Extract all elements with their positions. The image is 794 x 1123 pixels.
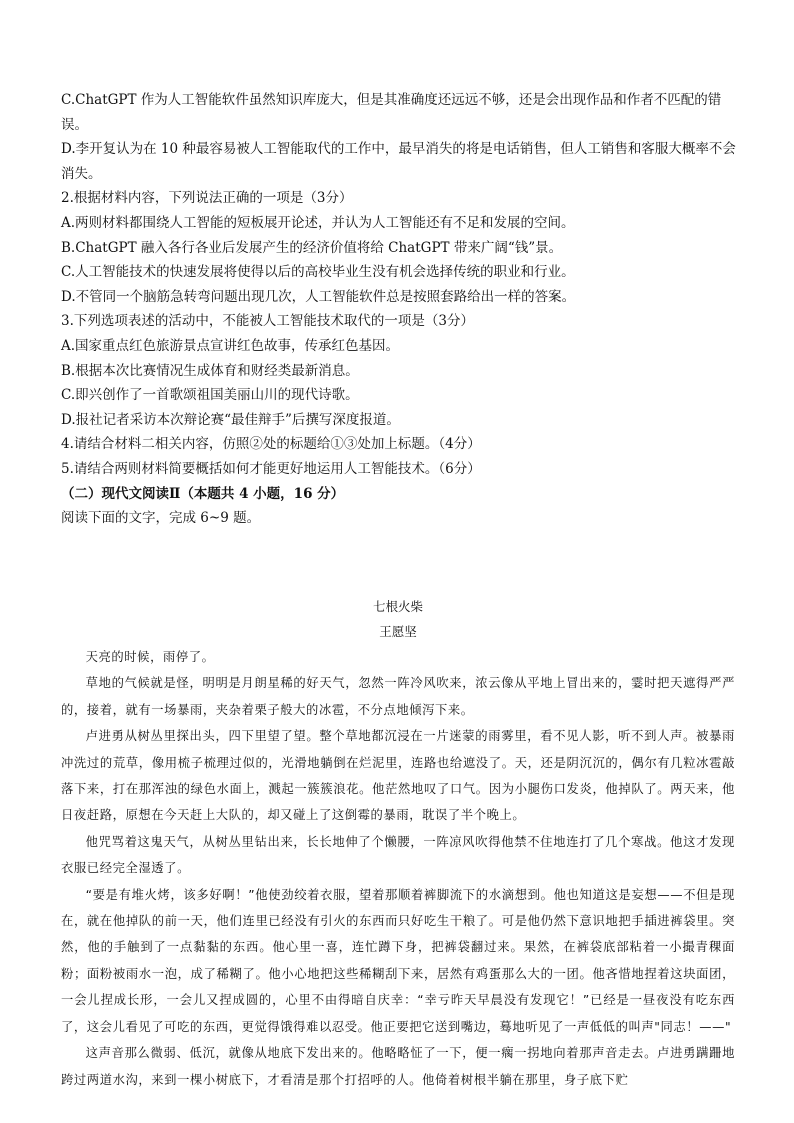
q2-option-b: B.ChatGPT 融入各行各业后发展产生的经济价值将给 ChatGPT 带来广阔“钱”景。 bbox=[61, 239, 563, 256]
story-author: 王愿坚 bbox=[379, 624, 417, 639]
q3-option-b: B.根据本次比赛情况生成体育和财经类最新消息。 bbox=[61, 362, 359, 379]
story-paragraph: 草地的气候就是怪，明明是月朗星稀的好天气，忽然一阵冷风吹来，浓云像从平地上冒出来的，霎时把天遮得严严的，接着，就有一场暴雨，夹杂着栗子般大的冰雹，不分点地倾泻下来。 bbox=[61, 676, 735, 717]
q1-option-c: C.ChatGPT 作为人工智能软件虽然知识库庞大，但是其准确度还远远不够，还是会出现作品和作者不匹配的错误。 bbox=[61, 92, 722, 133]
story-paragraph: 这声音那么微弱、低沉，就像从地底下发出来的。他略略怔了一下，便一瘸一拐地向着那声音走去。卢进勇蹒跚地跨过两道水沟，来到一棵小树底下，才看清是那个打招呼的人。他倚着树根半躺在那里，身子底下贮 bbox=[61, 1046, 735, 1087]
q2-option-d: D.不管同一个脑筋急转弯问题出现几次，人工智能软件总是按照套路给出一样的答案。 bbox=[61, 288, 576, 305]
q3-stem: 3.下列选项表述的活动中，不能被人工智能技术取代的一项是（3分） bbox=[61, 313, 474, 330]
section-instruction: 阅读下面的文字，完成 6~9 题。 bbox=[61, 510, 261, 527]
story-paragraph: 他咒骂着这鬼天气，从树丛里钻出来，长长地伸了个懒腰，一阵凉风吹得他禁不住地连打了几个寒战。他这才发现衣服已经完全湿透了。 bbox=[61, 834, 735, 876]
q1-option-d: D.李开复认为在 10 种最容易被人工智能取代的工作中，最早消失的将是电话销售，但人工销售和客服大概率不会消失。 bbox=[61, 141, 736, 182]
q3-option-a: A.国家重点红色旅游景点宣讲红色故事，传承红色基因。 bbox=[61, 337, 400, 354]
story-block bbox=[61, 594, 735, 1093]
questions-block bbox=[61, 88, 741, 531]
story-paragraph: “要是有堆火烤，该多好啊！”他使劲绞着衣服，望着那顺着裤脚流下的水滴想到。他也知道这是妄想——不但是现在，就在他掉队的前一天，他们连里已经没有引火的东西而只好吃生干粮了。可是他仍然下意识地把手插进裤袋里。突然，他的手触到了一点黏黏的东西。他心里一喜，连忙蹲下身，把裤袋翻过来。果然，在裤袋底部粘着一小撮青稞面粉；面粉被雨水一泡，成了稀糊了。他小心地把这些稀糊刮下来，居然有鸡蛋那么大的一团。他吝惜地捏着这块面团，一会儿捏成长形，一会儿又捏成圆的，心里不由得暗自庆幸：“幸亏昨天早晨没有发现它！”已经是一昼夜没有吃东西了，这会儿看见了可吃的东西，更觉得饿得难以忍受。他正要把它送到嘴边，蓦地听见了一声低低的叫声"同志！——" bbox=[61, 887, 735, 1034]
q3-option-c: C.即兴创作了一首歌颂祖国美丽山川的现代诗歌。 bbox=[61, 387, 359, 404]
q4-stem: 4.请结合材料二相关内容，仿照②处的标题给①③处加上标题。（4分） bbox=[61, 436, 481, 453]
q2-option-c: C.人工智能技术的快速发展将使得以后的高校毕业生没有机会选择传统的职业和行业。 bbox=[61, 264, 575, 281]
story-paragraph: 卢进勇从树丛里探出头，四下里望了望。整个草地都沉浸在一片迷蒙的雨雾里，看不见人影，听不到人声。被暴雨冲洗过的荒草，像用梳子梳理过似的，光滑地躺倒在烂泥里，连路也给遮没了。天，还是阴沉沉的，偶尔有几粒冰雹敲落下来，打在那浑浊的绿色水面上，溅起一簇簇浪花。他茫然地叹了口气。因为小腿伤口发炎，他掉队了。两天来，他日夜赶路，原想在今天赶上大队的，却又碰上了这倒霉的暴雨，耽误了半个晚上。 bbox=[61, 729, 735, 823]
q2-option-a: A.两则材料都围绕人工智能的短板展开论述，并认为人工智能还有不足和发展的空间。 bbox=[61, 214, 575, 231]
section-heading: （二）现代文阅读Ⅱ（本题共 4 小题，16 分） bbox=[61, 485, 345, 502]
q5-stem: 5.请结合两则材料简要概括如何才能更好地运用人工智能技术。（6分） bbox=[61, 460, 481, 477]
q3-option-d: D.报社记者采访本次辩论赛“最佳辩手”后撰写深度报道。 bbox=[61, 411, 400, 428]
story-paragraph: 天亮的时候，雨停了。 bbox=[85, 650, 215, 664]
story-title: 七根火柴 bbox=[372, 599, 423, 614]
q2-stem: 2.根据材料内容，下列说法正确的一项是（3分） bbox=[61, 190, 353, 207]
